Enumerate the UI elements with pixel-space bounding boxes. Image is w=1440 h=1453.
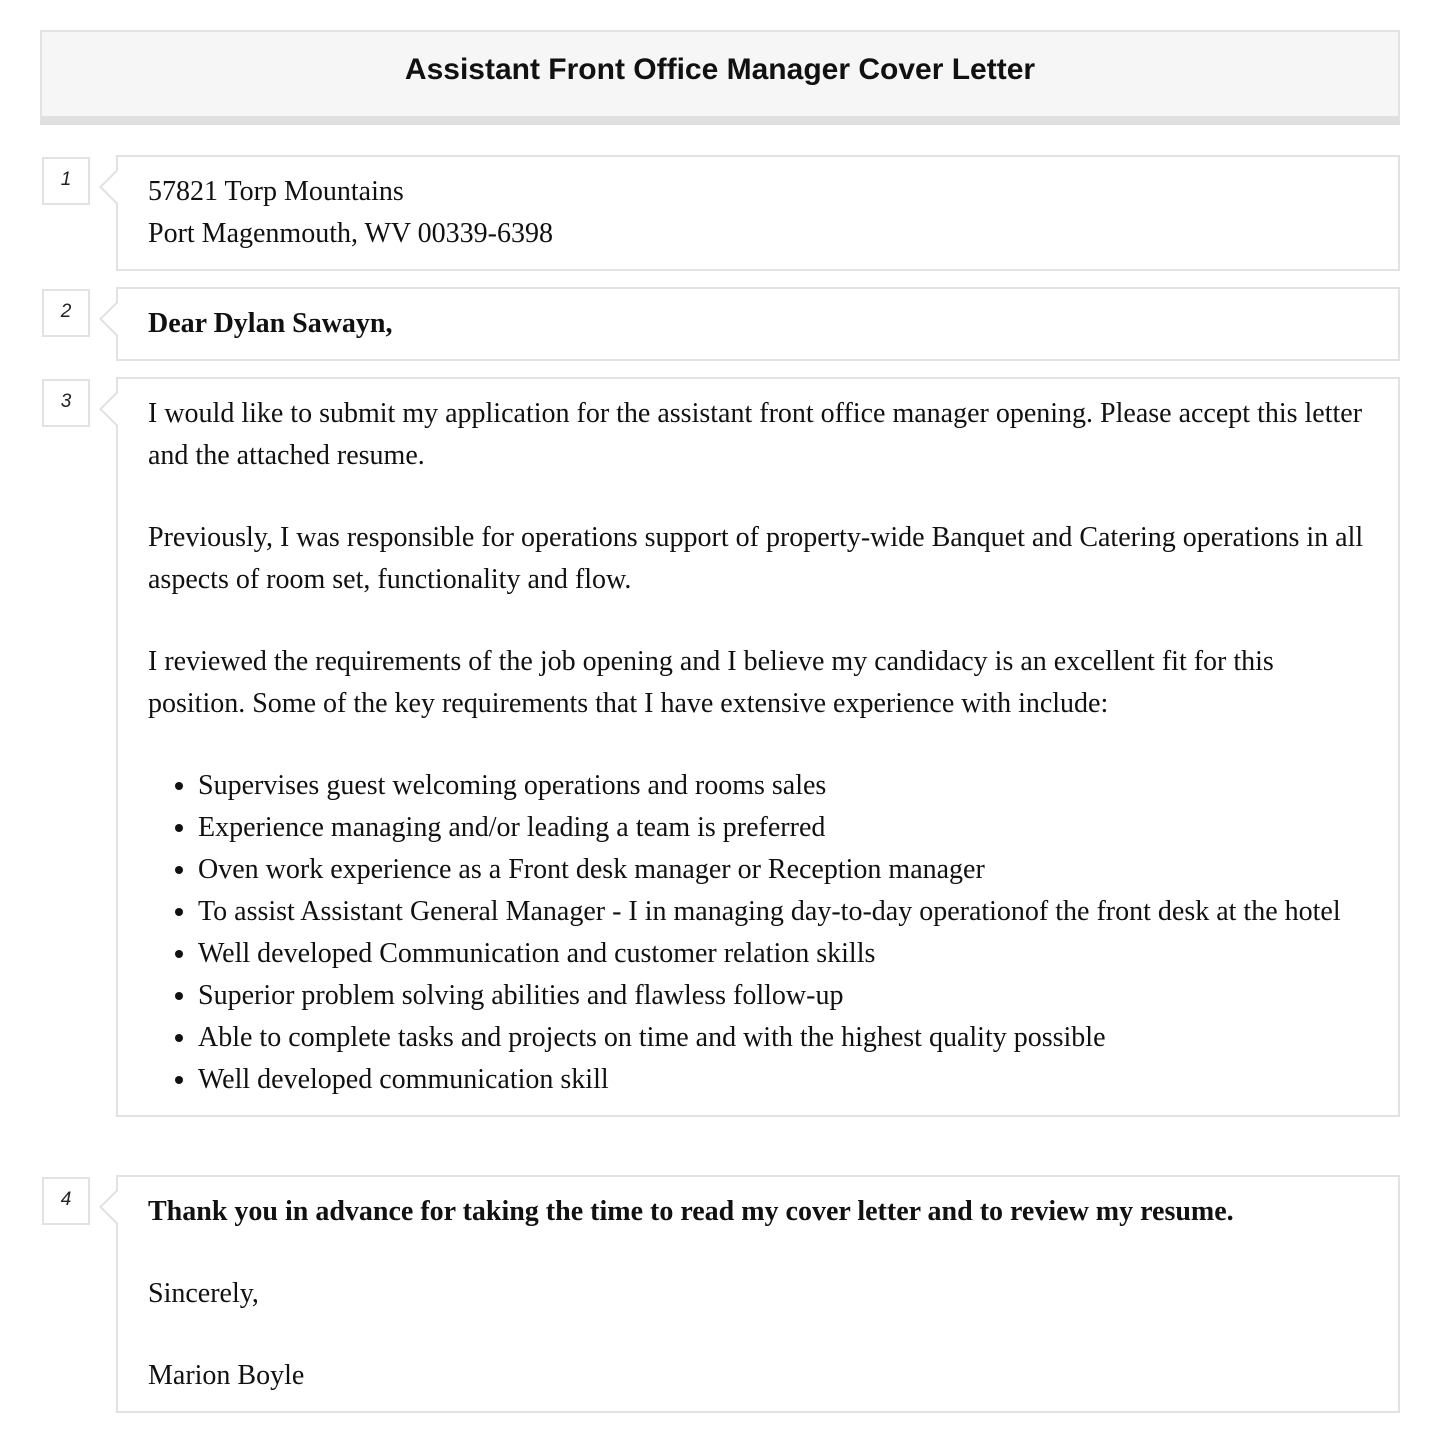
list-item: • Superior problem solving abilities and flawless follow-up — [198, 975, 1368, 1017]
body-block — [116, 377, 1400, 1117]
body-paragraph: Previously, I was responsible for operations support of property-wide Banquet and Catering operations in all aspects of room set, functionality and flow. — [148, 522, 1364, 595]
closing-text: Thank you in advance for taking the time to read my cover letter and to review my resume. — [148, 1196, 1234, 1227]
section-number: 2 — [42, 289, 90, 337]
closing-block — [116, 1175, 1400, 1413]
greeting-text: Dear Dylan Sawayn, — [148, 308, 393, 339]
section-number: 3 — [42, 379, 90, 427]
list-item: • Well developed Communication and customer relation skills — [198, 933, 1368, 975]
page-header — [40, 30, 1400, 125]
section-number: 4 — [42, 1177, 90, 1225]
list-item: • Well developed communication skill — [198, 1059, 1368, 1101]
address-line: 57821 Torp Mountains — [148, 176, 404, 207]
list-item: • Oven work experience as a Front desk manager or Reception manager — [198, 849, 1368, 891]
signature-name: Marion Boyle — [148, 1360, 305, 1391]
list-item: • Experience managing and/or leading a team is preferred — [198, 807, 1368, 849]
body-paragraph: I would like to submit my application for the assistant front office manager opening. Please accept this letter and the attached resume. — [148, 398, 1363, 471]
body-paragraph: I reviewed the requirements of the job opening and I believe my candidacy is an excellent fit for this position. Some of the key requirements that I have extensive experience with include: — [148, 646, 1274, 719]
signoff-text: Sincerely, — [148, 1278, 259, 1309]
requirements-list — [148, 765, 1368, 1101]
address-block — [116, 155, 1400, 271]
list-item: • Able to complete tasks and projects on time and with the highest quality possible — [198, 1017, 1368, 1059]
greeting-block — [116, 287, 1400, 361]
address-line: Port Magenmouth, WV 00339-6398 — [148, 218, 553, 249]
page-title: Assistant Front Office Manager Cover Letter — [404, 53, 1036, 86]
list-item: • Supervises guest welcoming operations and rooms sales — [198, 765, 1368, 807]
section-number: 1 — [42, 157, 90, 205]
list-item: • To assist Assistant General Manager - I in managing day-to-day operationof the front desk at the hotel — [198, 891, 1368, 933]
